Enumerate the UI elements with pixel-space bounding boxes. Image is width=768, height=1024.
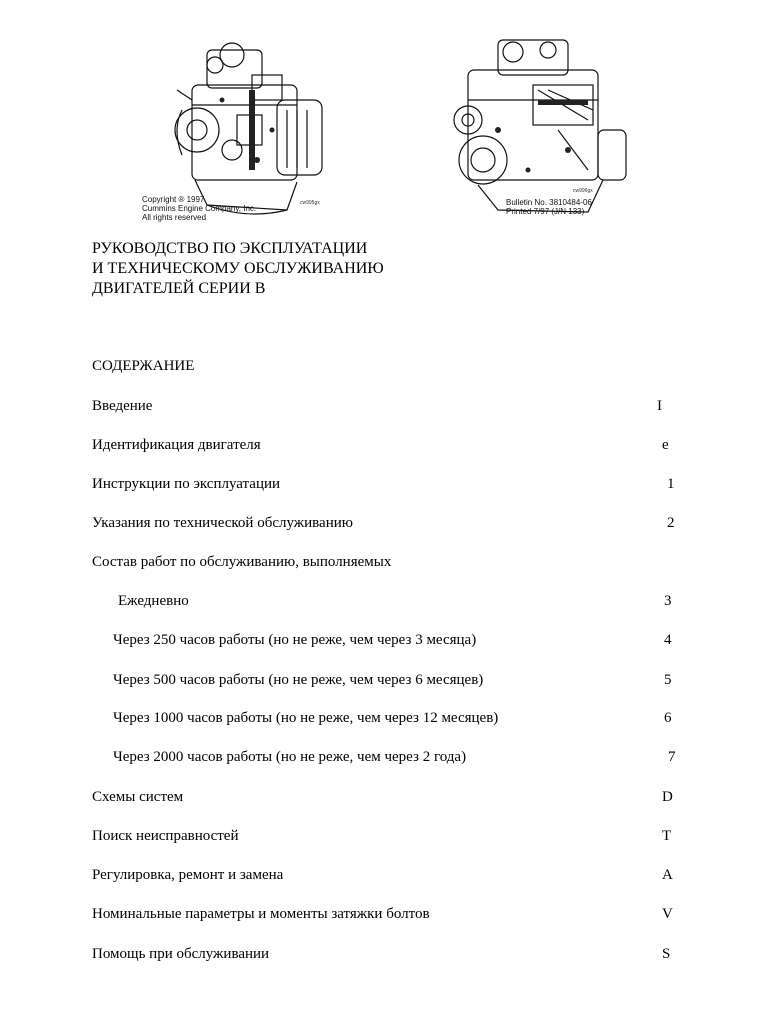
title-line: ДВИГАТЕЛЕЙ СЕРИИ В bbox=[92, 280, 266, 297]
toc-item-page: V bbox=[662, 906, 673, 922]
toc-item-page: T bbox=[662, 828, 672, 844]
bulletin-caption bbox=[506, 198, 592, 216]
toc-item-page: 7 bbox=[668, 749, 676, 765]
toc-item-page: 5 bbox=[664, 672, 672, 688]
caption-line: Bulletin No. 3810484-06 bbox=[506, 198, 592, 207]
toc-item-label: Инструкции по эксплуатации bbox=[92, 476, 281, 492]
toc-item-label: Указания по технической обслуживанию bbox=[92, 515, 353, 531]
caption-line: Printed 7/97 (J/N 133) bbox=[506, 207, 585, 216]
toc-item-page: e bbox=[662, 437, 669, 453]
caption-line: All rights reserved bbox=[142, 213, 207, 222]
toc-item-label: Схемы систем bbox=[92, 789, 184, 805]
toc-item-page: 3 bbox=[664, 593, 672, 609]
toc-item-label: Введение bbox=[92, 398, 153, 414]
toc-item-label: Через 1000 часов работы (но не реже, чем через 12 месяцев) bbox=[113, 710, 499, 726]
engine-illustration-left bbox=[137, 30, 337, 240]
toc-item-page: 6 bbox=[664, 710, 672, 726]
figure-stamp-right: cw996gx bbox=[573, 188, 593, 194]
document-title bbox=[92, 239, 384, 299]
toc-item-label: Состав работ по обслуживанию, выполняемых bbox=[92, 554, 392, 570]
toc-item-label: Поиск неисправностей bbox=[92, 828, 239, 844]
copyright-caption bbox=[142, 195, 256, 222]
toc-item-label: Идентификация двигателя bbox=[92, 437, 261, 453]
toc-heading: СОДЕРЖАНИЕ bbox=[92, 358, 195, 374]
toc-item-page: S bbox=[662, 946, 671, 962]
caption-line: Copyright ® 1997 bbox=[142, 195, 205, 204]
toc-item-page: I bbox=[657, 398, 662, 414]
title-line: РУКОВОДСТВО ПО ЭКСПЛУАТАЦИИ bbox=[92, 240, 368, 257]
figure-stamp-left: cw995gx bbox=[300, 200, 320, 206]
toc-item-label: Регулировка, ремонт и замена bbox=[92, 867, 284, 883]
caption-line: Cummins Engine Company, Inc. bbox=[142, 204, 257, 213]
toc-item-page: 4 bbox=[664, 632, 672, 648]
engine-illustration-right bbox=[438, 30, 634, 240]
toc-item-page: 1 bbox=[667, 476, 675, 492]
toc-item-label: Помощь при обслуживании bbox=[92, 946, 270, 962]
toc-item-label: Ежедневно bbox=[118, 593, 189, 609]
title-line: И ТЕХНИЧЕСКОМУ ОБСЛУЖИВАНИЮ bbox=[92, 260, 384, 277]
toc-item-label: Через 2000 часов работы (но не реже, чем через 2 года) bbox=[113, 749, 467, 765]
toc-item-label: Через 250 часов работы (но не реже, чем через 3 месяца) bbox=[113, 632, 477, 648]
toc-item-page: D bbox=[662, 789, 673, 805]
toc-item-label: Номинальные параметры и моменты затяжки болтов bbox=[92, 906, 430, 922]
toc-item-page: A bbox=[662, 867, 673, 883]
toc-item-label: Через 500 часов работы (но не реже, чем через 6 месяцев) bbox=[113, 672, 484, 688]
toc-item-page: 2 bbox=[667, 515, 675, 531]
